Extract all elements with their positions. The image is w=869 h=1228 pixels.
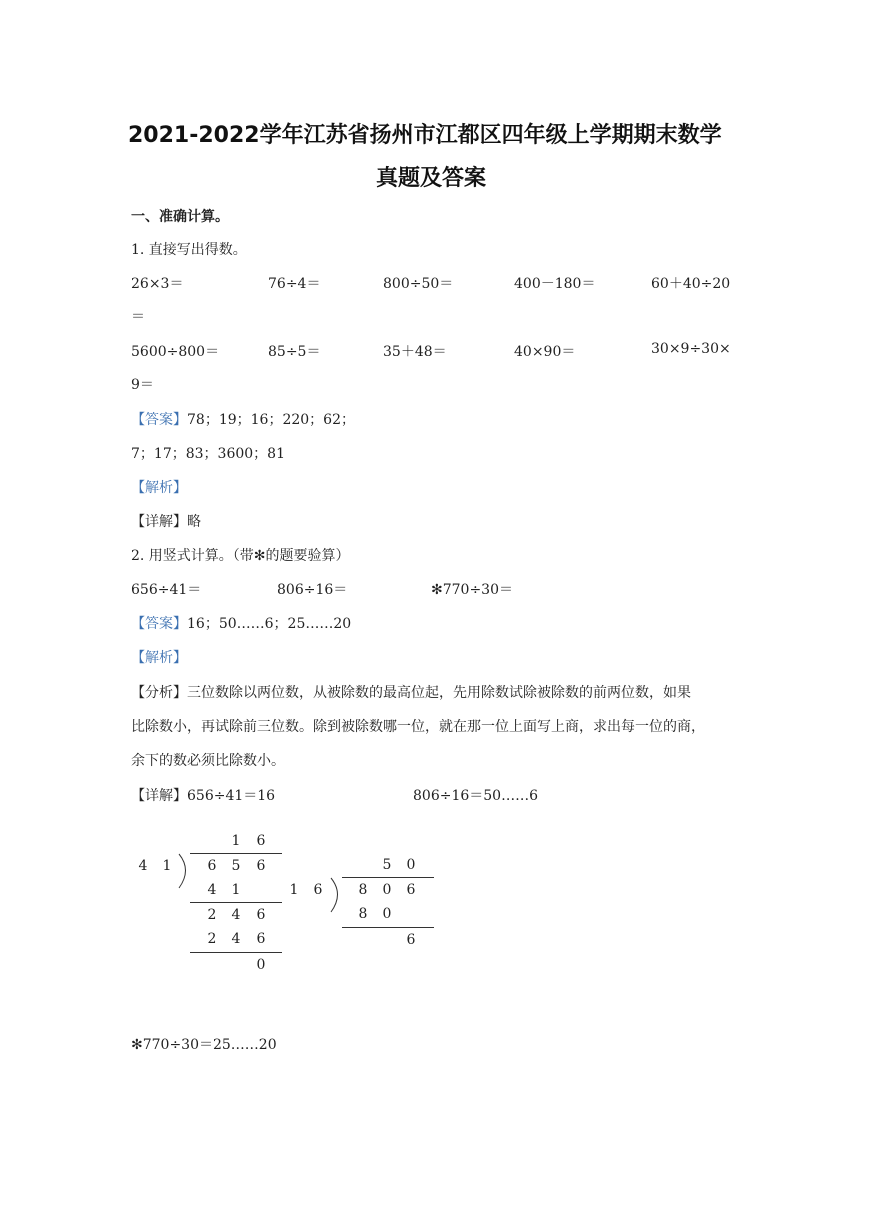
document-title-line1: 2021-2022学年江苏省扬州市江都区四年级上学期期末数学 [128,123,722,148]
q1-item: 800÷50＝ [383,276,454,292]
fenxi-text: 三位数除以两位数，从被除数的最高位起，先用除数试除被除数的前两位数，如果 [187,685,691,701]
quotient-digit: 5 [382,857,392,873]
step-digit: 0 [382,906,392,922]
divisor-digit: 1 [162,858,172,874]
quotient-digit: 6 [256,833,266,849]
step-digit: 2 [207,907,217,923]
remainder-digit: 0 [256,957,266,973]
q1-item: 40×90＝ [514,344,576,360]
step-digit: 6 [256,907,266,923]
q1-detail [131,511,201,531]
detail-label: 【详解】 [131,788,187,804]
q2-detail [131,785,275,805]
divisor-digit: 6 [313,882,323,898]
q1-item: 35＋48＝ [383,344,447,360]
q2-fenxi [131,682,691,702]
q1-item: 26×3＝ [131,276,184,292]
q1-analysis-label: 【解析】 [131,480,187,496]
q1-item: 60＋40÷20 [651,276,731,292]
q2-detail-eq: ✻770÷30＝25……20 [131,1037,277,1053]
detail-eq: 656÷41＝16 [187,788,276,804]
step-line [190,952,282,953]
document-title-line2: 真题及答案 [376,166,487,191]
division-top-line [342,877,434,878]
question-1-prompt: 1. 直接写出得数。 [131,242,247,258]
quotient-digit: 1 [231,833,241,849]
fenxi-label: 【分析】 [131,685,187,701]
question-2-prompt: 2. 用竖式计算。（带✻的题要验算） [131,548,350,564]
q2-detail-eq: 806÷16＝50……6 [413,788,538,804]
q1-item: 76÷4＝ [268,276,321,292]
dividend-digit: 0 [382,882,392,898]
q1-answer-cont: 7；17；83；3600；81 [131,446,285,462]
step-digit: 1 [231,882,241,898]
dividend-digit: 6 [256,858,266,874]
q2-analysis-label: 【解析】 [131,650,187,666]
dividend-digit: 8 [358,882,368,898]
q2-fenxi-cont: 余下的数必须比除数小。 [131,753,285,769]
step-digit: 4 [231,931,241,947]
section-heading: 一、准确计算。 [131,209,229,225]
division-top-line [190,853,282,854]
divisor-digit: 1 [289,882,299,898]
q2-problem: 806÷16＝ [277,582,348,598]
detail-label: 【详解】 [131,514,187,530]
dividend-digit: 6 [207,858,217,874]
q1-item-wrap: ＝ [131,309,145,325]
quotient-digit: 0 [406,857,416,873]
q2-answer [131,613,351,633]
step-line [190,902,282,903]
detail-text: 略 [187,514,201,530]
step-digit: 8 [358,906,368,922]
answer-label: 【答案】 [131,616,187,632]
remainder-digit: 6 [406,932,416,948]
answer-text: 16；50……6；25……20 [187,616,352,632]
q1-item: 400－180＝ [514,276,596,292]
q1-answer [131,409,355,429]
q2-fenxi-cont: 比除数小，再试除前三位数。除到被除数哪一位，就在那一位上面写上商，求出每一位的商， [131,719,705,735]
q2-problem: 656÷41＝ [131,582,202,598]
q1-item: 5600÷800＝ [131,344,220,360]
q1-item: 30×9÷30× [651,341,731,357]
answer-label: 【答案】 [131,412,187,428]
dividend-digit: 5 [231,858,241,874]
step-digit: 4 [231,907,241,923]
answer-text: 78；19；16；220；62； [187,412,355,428]
step-line [342,927,434,928]
dividend-digit: 6 [406,882,416,898]
division-bracket [176,852,196,892]
division-bracket [328,876,348,916]
step-digit: 2 [207,931,217,947]
q1-item-wrap: 9＝ [131,377,154,393]
step-digit: 4 [207,882,217,898]
divisor-digit: 4 [138,858,148,874]
q2-problem: ✻770÷30＝ [431,582,513,598]
q1-item: 85÷5＝ [268,344,321,360]
step-digit: 6 [256,931,266,947]
